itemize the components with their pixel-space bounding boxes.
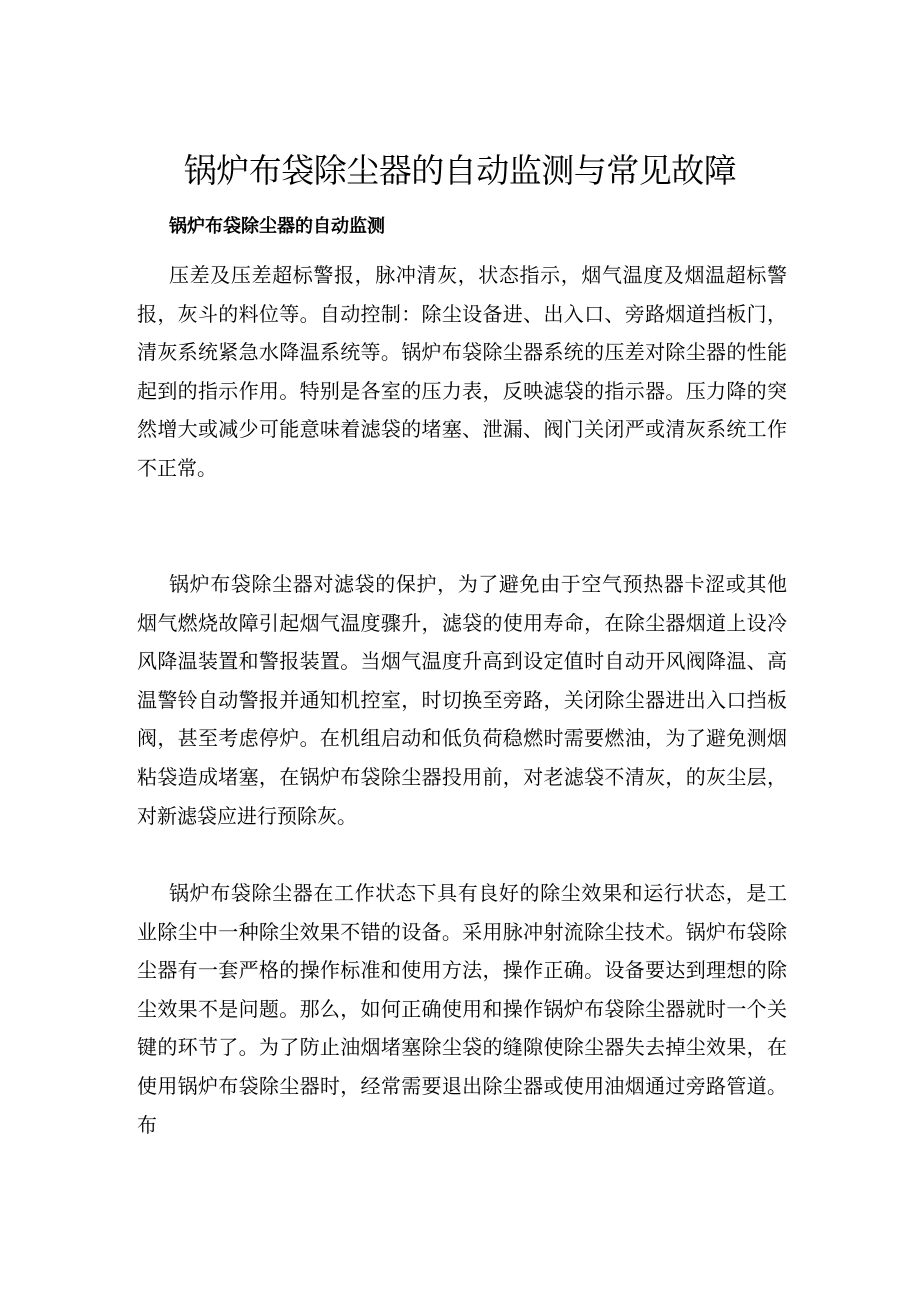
paragraph-3: 锅炉布袋除尘器在工作状态下具有良好的除尘效果和运行状态，是工业除尘中一种除尘效果不错的设备。采用脉冲射流除尘技术。锅炉布袋除尘器有一套严格的操作标准和使用方法，操作正确。设备要达到理想的除尘效果不是问题。那么，如何正确使用和操作锅炉布袋除尘器就时一个关键的环节了。为了防止油烟堵塞除尘袋的缝隙使除尘器失去掉尘效果，在使用锅炉布袋除尘器时，经常需要退出除尘器或使用油烟通过旁路管道。布 [137,881,787,1137]
paragraph-2: 锅炉布袋除尘器对滤袋的保护，为了避免由于空气预热器卡涩或其他烟气燃烧故障引起烟气温度骤升，滤袋的使用寿命，在除尘器烟道上设冷风降温装置和警报装置。当烟气温度升高到设定值时自动开风阀降温、高温警铃自动警报并通知机控室，时切换至旁路，关闭除尘器进出入口挡板阀，甚至考虑停炉。在机组启动和低负荷稳燃时需要燃油，为了避免测烟粘袋造成堵塞，在锅炉布袋除尘器投用前，对老滤袋不清灰，的灰尘层，对新滤袋应进行预除灰。 [137,572,787,828]
document-title: 锅炉布袋除尘器的自动监测与常见故障 [183,151,737,190]
paragraph-1: 压差及压差超标警报，脉冲清灰，状态指示，烟气温度及烟温超标警报，灰斗的料位等。自动控制：除尘设备进、出入口、旁路烟道挡板门，清灰系统紧急水降温系统等。锅炉布袋除尘器系统的压差对除尘器的性能起到的指示作用。特别是各室的压力表，反映滤袋的指示器。压力降的突然增大或减少可能意味着滤袋的堵塞、泄漏、阀门关闭严或清灰系统工作不正常。 [137,263,787,480]
section-heading: 锅炉布袋除尘器的自动监测 [169,216,385,237]
